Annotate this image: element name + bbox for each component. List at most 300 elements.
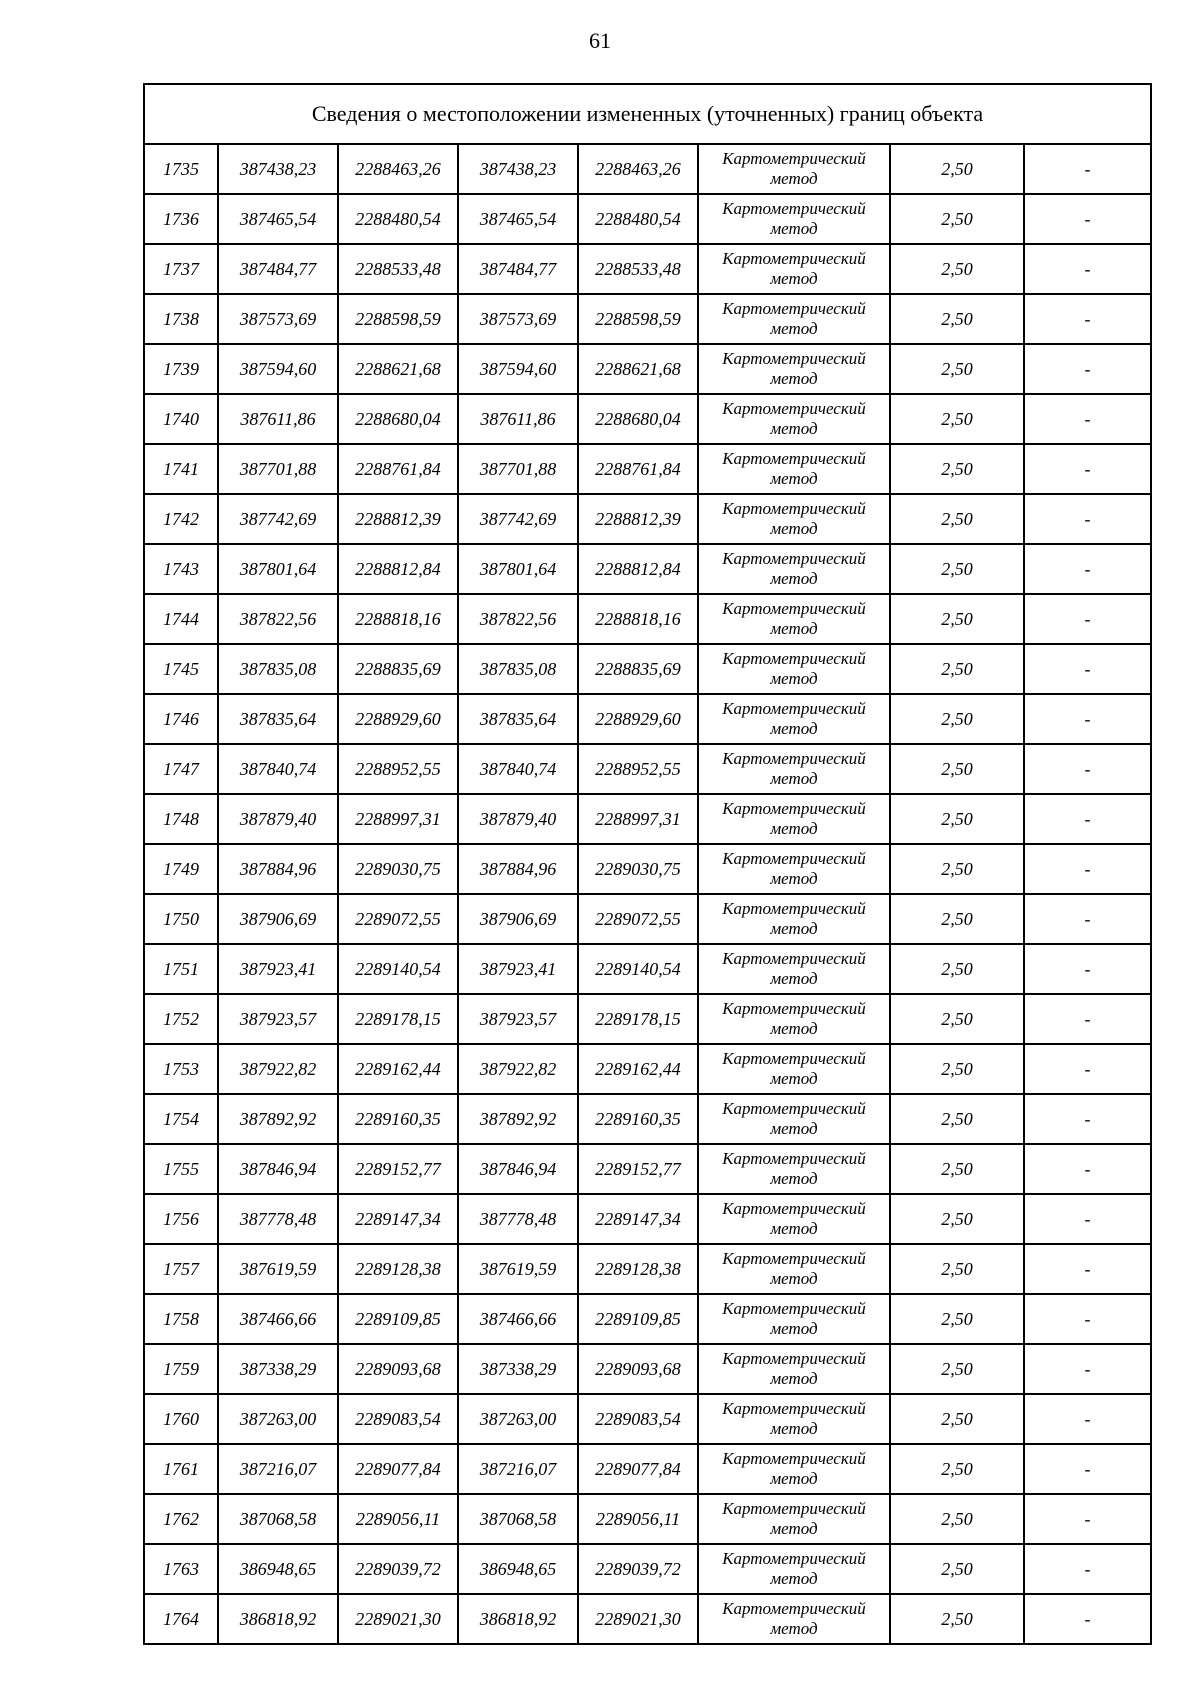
cell-note: - (1024, 994, 1151, 1044)
cell-refined-x: 387922,82 (458, 1044, 578, 1094)
cell-refined-x: 387338,29 (458, 1344, 578, 1394)
cell-note: - (1024, 1344, 1151, 1394)
cell-accuracy: 2,50 (890, 394, 1024, 444)
table-row (144, 494, 1151, 544)
cell-refined-x: 387923,57 (458, 994, 578, 1044)
method-line-2: метод (770, 1469, 818, 1488)
cell-accuracy: 2,50 (890, 1444, 1024, 1494)
page-number: 61 (589, 28, 611, 53)
cell-accuracy: 2,50 (890, 1344, 1024, 1394)
cell-refined-x: 387573,69 (458, 294, 578, 344)
cell-refined-x: 387484,77 (458, 244, 578, 294)
cell-existing-y: 2289140,54 (338, 944, 458, 994)
cell-point-number: 1752 (144, 994, 218, 1044)
cell-note: - (1024, 394, 1151, 444)
cell-existing-y: 2288812,39 (338, 494, 458, 544)
method-line-2: метод (770, 1419, 818, 1438)
method-line-2: метод (770, 419, 818, 438)
cell-existing-x: 387619,59 (218, 1244, 338, 1294)
cell-existing-x: 387263,00 (218, 1394, 338, 1444)
cell-existing-y: 2289021,30 (338, 1594, 458, 1644)
cell-existing-y: 2289162,44 (338, 1044, 458, 1094)
cell-point-number: 1745 (144, 644, 218, 694)
cell-existing-x: 387068,58 (218, 1494, 338, 1544)
cell-method (698, 1544, 890, 1594)
cell-point-number: 1749 (144, 844, 218, 894)
method-line-2: метод (770, 169, 818, 188)
cell-method (698, 1294, 890, 1344)
table-row (144, 1144, 1151, 1194)
method-line-2: метод (770, 919, 818, 938)
cell-refined-x: 387835,08 (458, 644, 578, 694)
method-line-2: метод (770, 719, 818, 738)
cell-accuracy: 2,50 (890, 244, 1024, 294)
table-row (144, 1594, 1151, 1644)
cell-note: - (1024, 1194, 1151, 1244)
cell-existing-x: 387338,29 (218, 1344, 338, 1394)
table-row (144, 394, 1151, 444)
cell-method (698, 1094, 890, 1144)
cell-existing-x: 387465,54 (218, 194, 338, 244)
cell-refined-x: 387263,00 (458, 1394, 578, 1444)
method-line-2: метод (770, 1119, 818, 1138)
cell-accuracy: 2,50 (890, 794, 1024, 844)
cell-method (698, 1494, 890, 1544)
cell-method (698, 744, 890, 794)
cell-accuracy: 2,50 (890, 1494, 1024, 1544)
cell-note: - (1024, 694, 1151, 744)
table-row (144, 794, 1151, 844)
cell-existing-y: 2288480,54 (338, 194, 458, 244)
cell-point-number: 1750 (144, 894, 218, 944)
cell-existing-y: 2289178,15 (338, 994, 458, 1044)
cell-method (698, 1144, 890, 1194)
cell-existing-x: 387906,69 (218, 894, 338, 944)
method-line-1: Картометрический (722, 599, 866, 618)
method-line-1: Картометрический (722, 249, 866, 268)
method-line-1: Картометрический (722, 799, 866, 818)
method-line-1: Картометрический (722, 899, 866, 918)
table-row (144, 144, 1151, 194)
table-row (144, 244, 1151, 294)
table-row (144, 994, 1151, 1044)
cell-refined-x: 387892,92 (458, 1094, 578, 1144)
cell-accuracy: 2,50 (890, 444, 1024, 494)
cell-point-number: 1738 (144, 294, 218, 344)
cell-point-number: 1748 (144, 794, 218, 844)
cell-accuracy: 2,50 (890, 1594, 1024, 1644)
cell-existing-x: 387922,82 (218, 1044, 338, 1094)
cell-note: - (1024, 194, 1151, 244)
cell-method (698, 144, 890, 194)
cell-note: - (1024, 444, 1151, 494)
cell-point-number: 1754 (144, 1094, 218, 1144)
cell-point-number: 1747 (144, 744, 218, 794)
cell-refined-y: 2288621,68 (578, 344, 698, 394)
cell-refined-y: 2288835,69 (578, 644, 698, 694)
method-line-1: Картометрический (722, 149, 866, 168)
cell-existing-y: 2289147,34 (338, 1194, 458, 1244)
cell-refined-x: 387879,40 (458, 794, 578, 844)
cell-existing-y: 2288680,04 (338, 394, 458, 444)
cell-refined-x: 387594,60 (458, 344, 578, 394)
method-line-2: метод (770, 1069, 818, 1088)
cell-method (698, 1044, 890, 1094)
cell-point-number: 1739 (144, 344, 218, 394)
cell-accuracy: 2,50 (890, 194, 1024, 244)
cell-point-number: 1741 (144, 444, 218, 494)
boundary-coordinates-table (143, 83, 1152, 1645)
cell-point-number: 1746 (144, 694, 218, 744)
cell-method (698, 844, 890, 894)
method-line-1: Картометрический (722, 1449, 866, 1468)
cell-refined-y: 2288761,84 (578, 444, 698, 494)
cell-existing-y: 2288929,60 (338, 694, 458, 744)
cell-point-number: 1753 (144, 1044, 218, 1094)
cell-existing-y: 2288598,59 (338, 294, 458, 344)
cell-existing-y: 2289039,72 (338, 1544, 458, 1594)
cell-existing-y: 2288761,84 (338, 444, 458, 494)
method-line-1: Картометрический (722, 949, 866, 968)
cell-refined-y: 2289160,35 (578, 1094, 698, 1144)
cell-note: - (1024, 744, 1151, 794)
cell-existing-x: 387840,74 (218, 744, 338, 794)
cell-point-number: 1755 (144, 1144, 218, 1194)
table-row (144, 1194, 1151, 1244)
cell-existing-y: 2288835,69 (338, 644, 458, 694)
table-row (144, 694, 1151, 744)
method-line-1: Картометрический (722, 1249, 866, 1268)
cell-refined-x: 386818,92 (458, 1594, 578, 1644)
cell-refined-x: 387846,94 (458, 1144, 578, 1194)
cell-note: - (1024, 1444, 1151, 1494)
cell-refined-x: 387840,74 (458, 744, 578, 794)
cell-refined-y: 2288812,84 (578, 544, 698, 594)
cell-method (698, 444, 890, 494)
cell-method (698, 344, 890, 394)
method-line-2: метод (770, 519, 818, 538)
cell-refined-y: 2288818,16 (578, 594, 698, 644)
cell-point-number: 1735 (144, 144, 218, 194)
method-line-1: Картометрический (722, 1499, 866, 1518)
table-row (144, 944, 1151, 994)
cell-refined-y: 2289152,77 (578, 1144, 698, 1194)
cell-method (698, 944, 890, 994)
cell-existing-x: 387835,64 (218, 694, 338, 744)
cell-method (698, 644, 890, 694)
method-line-2: метод (770, 969, 818, 988)
method-line-1: Картометрический (722, 1599, 866, 1618)
cell-existing-y: 2289077,84 (338, 1444, 458, 1494)
cell-refined-y: 2288680,04 (578, 394, 698, 444)
cell-existing-y: 2289152,77 (338, 1144, 458, 1194)
cell-refined-y: 2289072,55 (578, 894, 698, 944)
cell-point-number: 1760 (144, 1394, 218, 1444)
table-row (144, 1544, 1151, 1594)
cell-note: - (1024, 1394, 1151, 1444)
cell-point-number: 1756 (144, 1194, 218, 1244)
cell-point-number: 1736 (144, 194, 218, 244)
method-line-2: метод (770, 1319, 818, 1338)
method-line-1: Картометрический (722, 1549, 866, 1568)
method-line-2: метод (770, 1619, 818, 1638)
method-line-1: Картометрический (722, 399, 866, 418)
method-line-1: Картометрический (722, 1149, 866, 1168)
cell-existing-x: 387611,86 (218, 394, 338, 444)
cell-refined-x: 387884,96 (458, 844, 578, 894)
cell-note: - (1024, 844, 1151, 894)
cell-refined-x: 387701,88 (458, 444, 578, 494)
cell-point-number: 1757 (144, 1244, 218, 1294)
cell-note: - (1024, 894, 1151, 944)
cell-refined-x: 387801,64 (458, 544, 578, 594)
cell-method (698, 594, 890, 644)
cell-existing-x: 387822,56 (218, 594, 338, 644)
cell-method (698, 1344, 890, 1394)
table-row (144, 294, 1151, 344)
cell-refined-x: 387068,58 (458, 1494, 578, 1544)
cell-refined-x: 387466,66 (458, 1294, 578, 1344)
cell-point-number: 1743 (144, 544, 218, 594)
cell-existing-x: 387742,69 (218, 494, 338, 544)
method-line-1: Картометрический (722, 1349, 866, 1368)
method-line-1: Картометрический (722, 1099, 866, 1118)
method-line-2: метод (770, 469, 818, 488)
cell-method (698, 1194, 890, 1244)
table-row (144, 344, 1151, 394)
cell-note: - (1024, 1494, 1151, 1544)
cell-note: - (1024, 1044, 1151, 1094)
table-row (144, 194, 1151, 244)
cell-existing-y: 2289083,54 (338, 1394, 458, 1444)
table-row (144, 1344, 1151, 1394)
method-line-1: Картометрический (722, 349, 866, 368)
cell-accuracy: 2,50 (890, 1094, 1024, 1144)
method-line-2: метод (770, 819, 818, 838)
cell-accuracy: 2,50 (890, 1044, 1024, 1094)
method-line-1: Картометрический (722, 1399, 866, 1418)
method-line-2: метод (770, 869, 818, 888)
method-line-1: Картометрический (722, 499, 866, 518)
cell-existing-x: 387438,23 (218, 144, 338, 194)
method-line-2: метод (770, 1169, 818, 1188)
cell-existing-y: 2288533,48 (338, 244, 458, 294)
cell-existing-y: 2289056,11 (338, 1494, 458, 1544)
cell-note: - (1024, 294, 1151, 344)
cell-point-number: 1763 (144, 1544, 218, 1594)
cell-note: - (1024, 144, 1151, 194)
table-caption-row (144, 84, 1151, 144)
cell-refined-x: 387438,23 (458, 144, 578, 194)
cell-accuracy: 2,50 (890, 594, 1024, 644)
cell-existing-x: 387573,69 (218, 294, 338, 344)
cell-accuracy: 2,50 (890, 1544, 1024, 1594)
cell-accuracy: 2,50 (890, 844, 1024, 894)
cell-accuracy: 2,50 (890, 1144, 1024, 1194)
method-line-1: Картометрический (722, 1299, 866, 1318)
table-row (144, 1294, 1151, 1344)
cell-refined-y: 2289083,54 (578, 1394, 698, 1444)
cell-point-number: 1761 (144, 1444, 218, 1494)
method-line-1: Картометрический (722, 199, 866, 218)
cell-note: - (1024, 544, 1151, 594)
method-line-1: Картометрический (722, 649, 866, 668)
cell-refined-y: 2288929,60 (578, 694, 698, 744)
cell-note: - (1024, 1094, 1151, 1144)
cell-existing-x: 387484,77 (218, 244, 338, 294)
cell-refined-y: 2289178,15 (578, 994, 698, 1044)
cell-note: - (1024, 1594, 1151, 1644)
cell-refined-y: 2289093,68 (578, 1344, 698, 1394)
table-row (144, 1494, 1151, 1544)
cell-note: - (1024, 244, 1151, 294)
cell-accuracy: 2,50 (890, 344, 1024, 394)
cell-refined-y: 2289039,72 (578, 1544, 698, 1594)
cell-existing-y: 2289072,55 (338, 894, 458, 944)
method-line-1: Картометрический (722, 1199, 866, 1218)
cell-existing-y: 2288997,31 (338, 794, 458, 844)
table-row (144, 644, 1151, 694)
table-row (144, 1044, 1151, 1094)
cell-existing-x: 387923,41 (218, 944, 338, 994)
cell-refined-x: 386948,65 (458, 1544, 578, 1594)
table-caption: Сведения о местоположении измененных (уточненных) границ объекта (144, 84, 1151, 144)
table-row (144, 594, 1151, 644)
method-line-2: метод (770, 219, 818, 238)
cell-refined-y: 2288480,54 (578, 194, 698, 244)
method-line-1: Картометрический (722, 849, 866, 868)
cell-point-number: 1759 (144, 1344, 218, 1394)
cell-point-number: 1764 (144, 1594, 218, 1644)
cell-existing-x: 387879,40 (218, 794, 338, 844)
cell-existing-x: 387594,60 (218, 344, 338, 394)
cell-accuracy: 2,50 (890, 744, 1024, 794)
cell-refined-y: 2289030,75 (578, 844, 698, 894)
cell-method (698, 294, 890, 344)
table-row (144, 744, 1151, 794)
cell-method (698, 244, 890, 294)
method-line-1: Картометрический (722, 699, 866, 718)
cell-refined-y: 2289021,30 (578, 1594, 698, 1644)
method-line-2: метод (770, 319, 818, 338)
method-line-2: метод (770, 1269, 818, 1288)
cell-refined-y: 2289109,85 (578, 1294, 698, 1344)
method-line-2: метод (770, 269, 818, 288)
method-line-2: метод (770, 769, 818, 788)
cell-accuracy: 2,50 (890, 994, 1024, 1044)
cell-point-number: 1737 (144, 244, 218, 294)
cell-refined-x: 387619,59 (458, 1244, 578, 1294)
cell-refined-y: 2289140,54 (578, 944, 698, 994)
cell-method (698, 394, 890, 444)
cell-refined-y: 2288533,48 (578, 244, 698, 294)
cell-existing-x: 387884,96 (218, 844, 338, 894)
cell-method (698, 694, 890, 744)
method-line-2: метод (770, 669, 818, 688)
cell-existing-x: 387923,57 (218, 994, 338, 1044)
cell-accuracy: 2,50 (890, 1294, 1024, 1344)
cell-existing-x: 387835,08 (218, 644, 338, 694)
cell-method (698, 794, 890, 844)
cell-refined-x: 387923,41 (458, 944, 578, 994)
cell-refined-x: 387822,56 (458, 594, 578, 644)
cell-existing-y: 2289128,38 (338, 1244, 458, 1294)
method-line-2: метод (770, 1219, 818, 1238)
cell-point-number: 1742 (144, 494, 218, 544)
cell-existing-x: 386948,65 (218, 1544, 338, 1594)
table-row (144, 844, 1151, 894)
cell-existing-y: 2289093,68 (338, 1344, 458, 1394)
cell-accuracy: 2,50 (890, 494, 1024, 544)
cell-refined-y: 2289147,34 (578, 1194, 698, 1244)
cell-point-number: 1762 (144, 1494, 218, 1544)
cell-existing-y: 2288463,26 (338, 144, 458, 194)
method-line-1: Картометрический (722, 299, 866, 318)
cell-accuracy: 2,50 (890, 144, 1024, 194)
cell-existing-x: 387778,48 (218, 1194, 338, 1244)
cell-accuracy: 2,50 (890, 1394, 1024, 1444)
cell-accuracy: 2,50 (890, 1194, 1024, 1244)
method-line-1: Картометрический (722, 449, 866, 468)
cell-refined-x: 387906,69 (458, 894, 578, 944)
cell-refined-x: 387742,69 (458, 494, 578, 544)
cell-note: - (1024, 644, 1151, 694)
method-line-2: метод (770, 1569, 818, 1588)
cell-accuracy: 2,50 (890, 894, 1024, 944)
cell-existing-y: 2288621,68 (338, 344, 458, 394)
method-line-2: метод (770, 569, 818, 588)
cell-note: - (1024, 794, 1151, 844)
cell-point-number: 1740 (144, 394, 218, 444)
cell-method (698, 544, 890, 594)
cell-note: - (1024, 494, 1151, 544)
method-line-1: Картометрический (722, 549, 866, 568)
method-line-1: Картометрический (722, 749, 866, 768)
table-row (144, 444, 1151, 494)
cell-refined-y: 2288997,31 (578, 794, 698, 844)
cell-point-number: 1758 (144, 1294, 218, 1344)
cell-refined-x: 387465,54 (458, 194, 578, 244)
method-line-2: метод (770, 1369, 818, 1388)
cell-existing-y: 2288818,16 (338, 594, 458, 644)
cell-point-number: 1751 (144, 944, 218, 994)
cell-refined-x: 387216,07 (458, 1444, 578, 1494)
cell-accuracy: 2,50 (890, 694, 1024, 744)
table-row (144, 1244, 1151, 1294)
cell-accuracy: 2,50 (890, 944, 1024, 994)
cell-existing-y: 2289030,75 (338, 844, 458, 894)
cell-refined-y: 2289077,84 (578, 1444, 698, 1494)
method-line-2: метод (770, 369, 818, 388)
method-line-1: Картометрический (722, 1049, 866, 1068)
cell-refined-x: 387778,48 (458, 1194, 578, 1244)
cell-note: - (1024, 1244, 1151, 1294)
cell-note: - (1024, 944, 1151, 994)
cell-method (698, 1444, 890, 1494)
cell-note: - (1024, 594, 1151, 644)
method-line-2: метод (770, 1019, 818, 1038)
cell-note: - (1024, 344, 1151, 394)
table-row (144, 894, 1151, 944)
cell-existing-x: 386818,92 (218, 1594, 338, 1644)
cell-accuracy: 2,50 (890, 644, 1024, 694)
cell-refined-y: 2288952,55 (578, 744, 698, 794)
cell-method (698, 1594, 890, 1644)
cell-existing-x: 387701,88 (218, 444, 338, 494)
cell-method (698, 1244, 890, 1294)
table-row (144, 544, 1151, 594)
cell-existing-x: 387466,66 (218, 1294, 338, 1344)
